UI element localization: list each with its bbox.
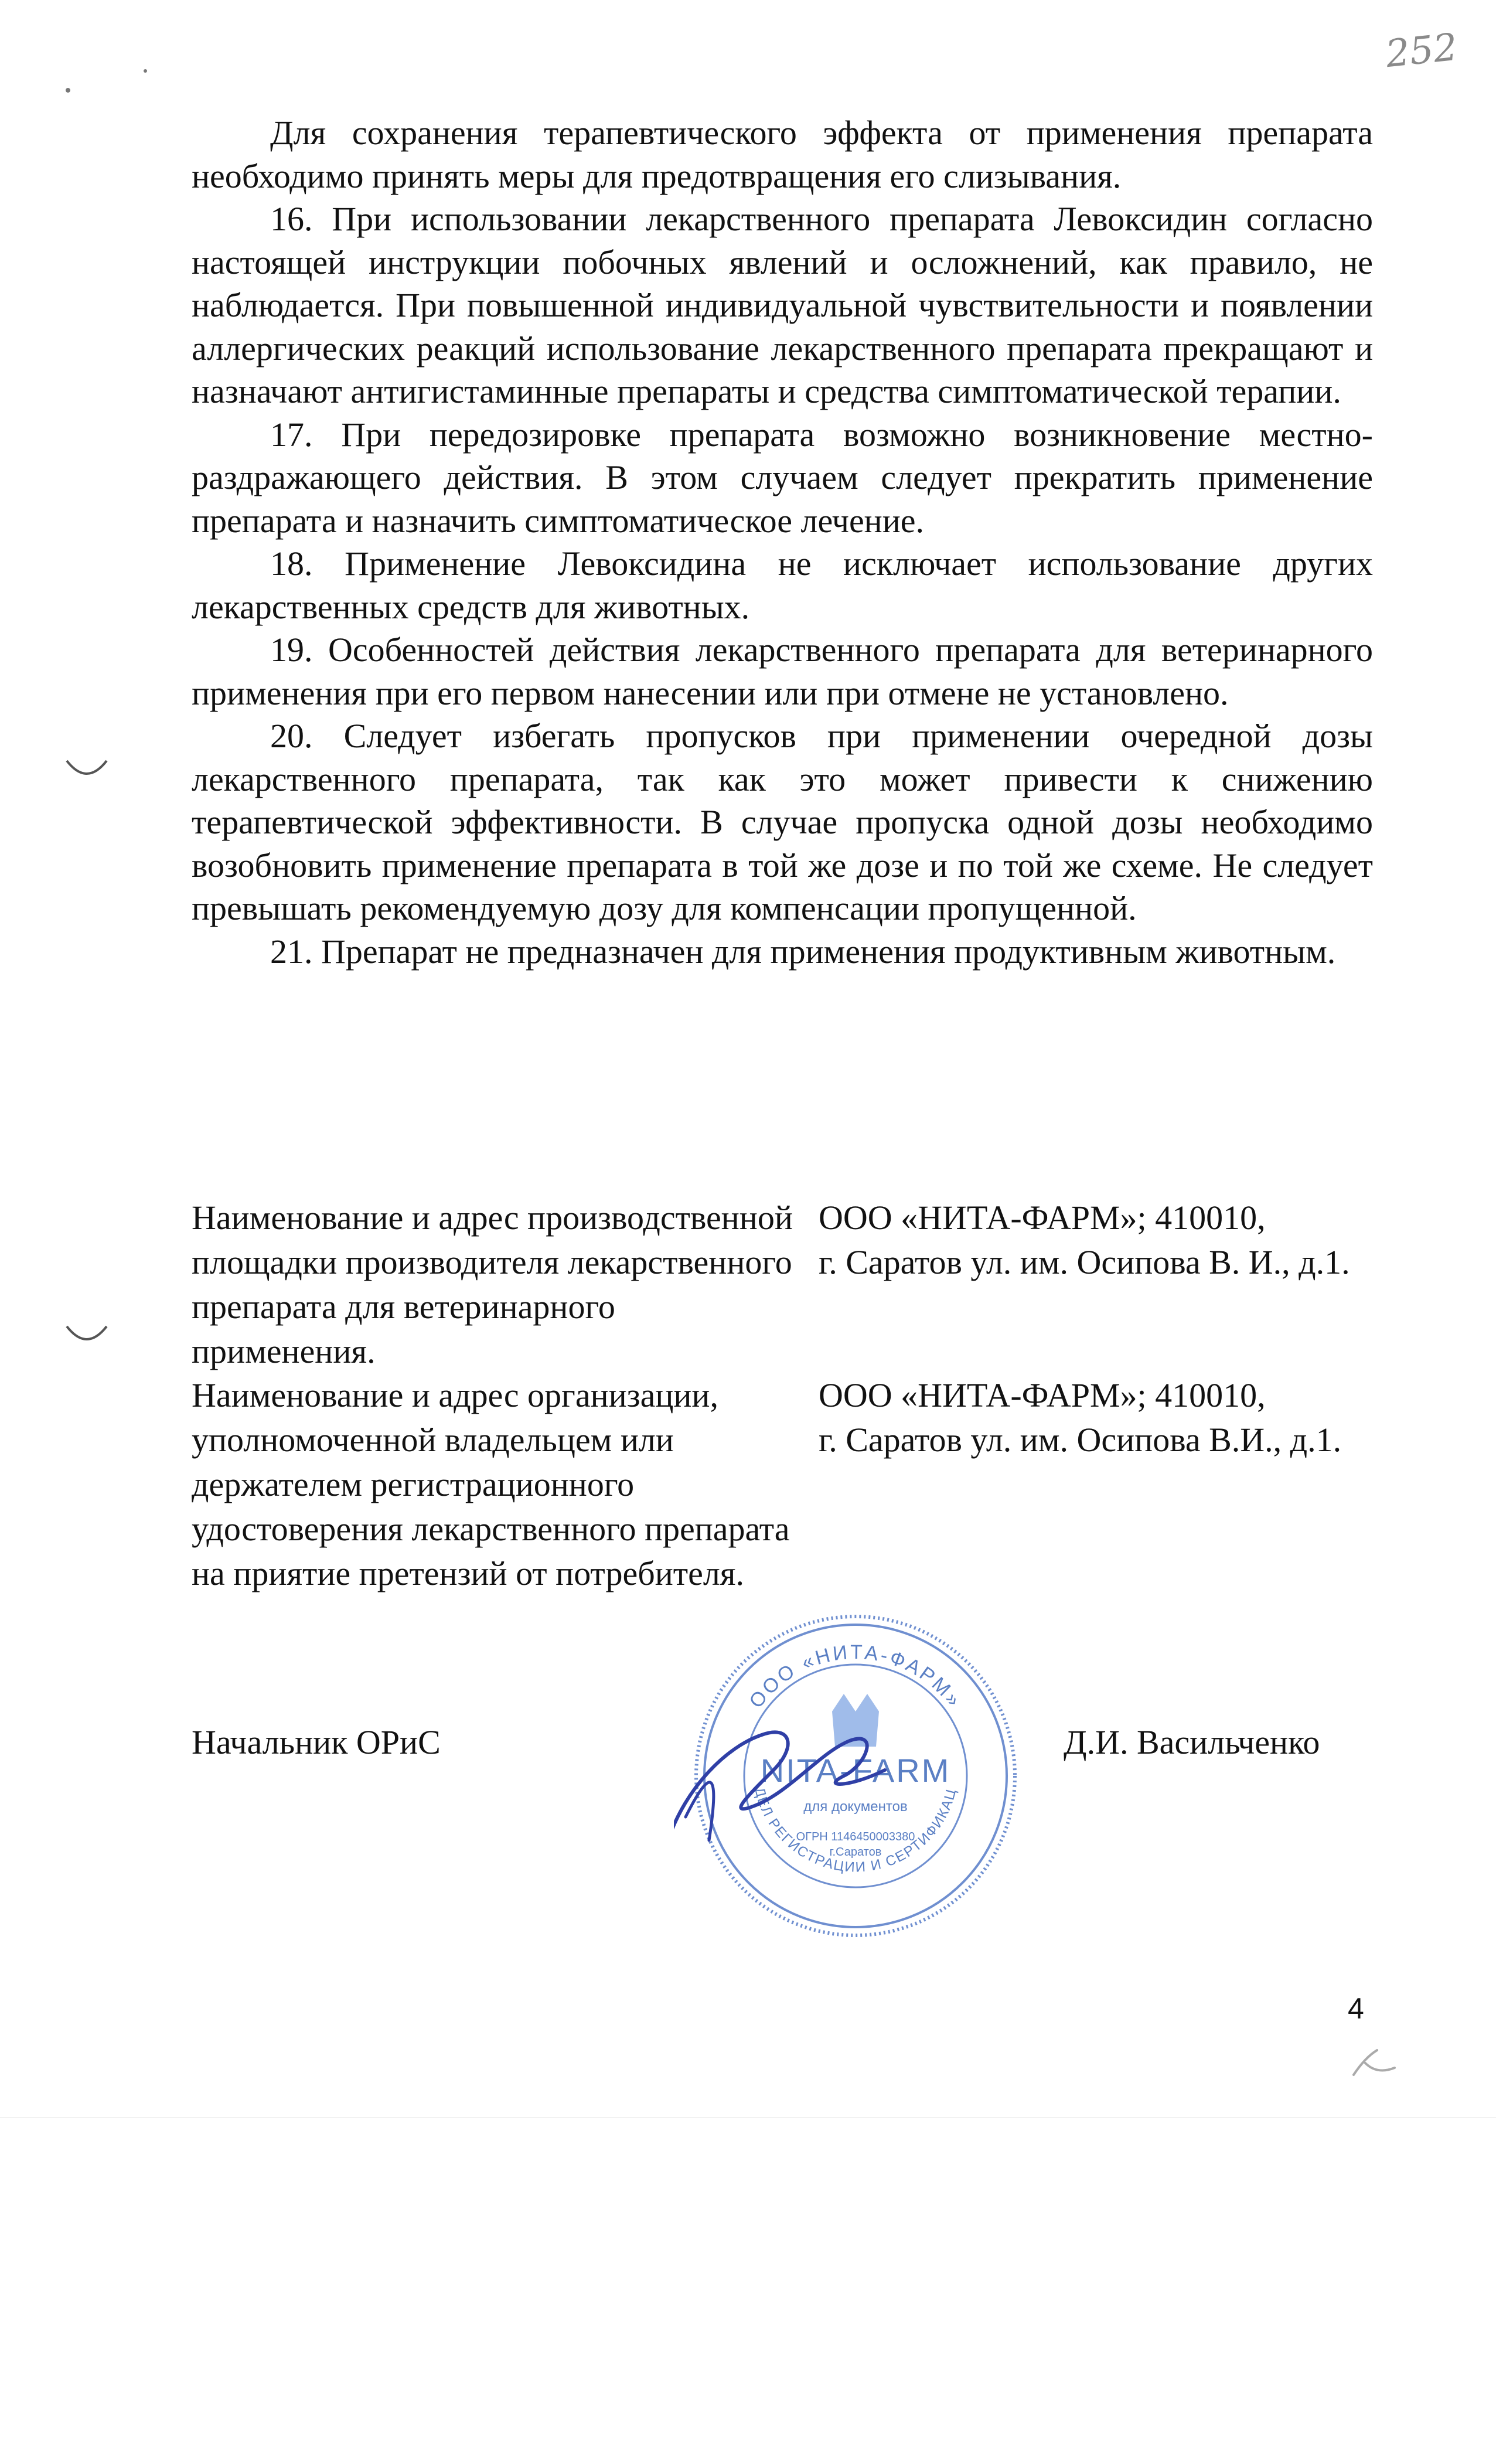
punch-hole-mark (63, 1322, 110, 1351)
page-number: 4 (1348, 1992, 1364, 2025)
manufacturer-address: ООО «НИТА-ФАРМ»; 410010, г. Саратов ул. им. Осипова В. И., д.1. (819, 1199, 1350, 1281)
punch-hole-mark (63, 756, 110, 785)
paragraph: Для сохранения терапевтического эффекта от применения препарата необходимо принять меры для предотвращения его слизывания. (192, 114, 1373, 195)
manufacturer-label: Наименование и адрес производственной площадки производителя лекарственного препарата для ветеринарного применения. (192, 1199, 793, 1370)
handwritten-page-number: 252 (1383, 25, 1460, 77)
signatory-title: Начальник ОРиС (192, 1723, 441, 1761)
claims-organization-address: ООО «НИТА-ФАРМ»; 410010, г. Саратов ул. им. Осипова В.И., д.1. (819, 1376, 1342, 1459)
scan-speck (66, 88, 70, 93)
paragraph: 17. При передозировке препарата возможно возникновение местно-раздражающего действия. В этом случаем следует прекратить применение препарата и назначить симптоматическое лечение. (192, 415, 1373, 540)
paragraph: 20. Следует избегать пропусков при применении очередной дозы лекарственного препарата, так как это может привести к снижению терапевтической эффективности. В случае пропуска одной дозы необходимо возобновить применение препарата в той же дозе и по той же схеме. Не следует превышать рекомендуемую дозу для компенсации пропущенной. (192, 717, 1373, 927)
svg-text:NITA-FARM: NITA-FARM (760, 1752, 951, 1789)
claims-organization-label: Наименование и адрес организации, уполномоченной владельцем или держателем регистрационного удостоверения лекарственного препарата на приятие претензий от потребителя. (192, 1376, 790, 1592)
svg-text:для документов: для документов (803, 1799, 908, 1815)
svg-text:г.Саратов: г.Саратов (829, 1846, 882, 1859)
svg-text:ООО «НИТА-ФАРМ»: ООО «НИТА-ФАРМ» (745, 1641, 966, 1713)
instruction-body (192, 111, 1373, 973)
paragraph: 16. При использовании лекарственного препарата Левоксидин согласно настоящей инструкции побочных явлений и осложнений, как правило, не наблюдается. При повышенной индивидуальной чувствительности и появлении аллергических реакций использование лекарственного препарата прекращают и назначают антигистаминные препараты и средства симптоматической терапии. (192, 200, 1373, 410)
company-seal (674, 1594, 1037, 1958)
paragraph: 21. Препарат не предназначен для применения продуктивным животным. (270, 932, 1336, 971)
scan-edge-line (0, 2117, 1496, 2118)
scan-speck (144, 69, 147, 73)
handwritten-mark (1348, 2040, 1400, 2087)
paragraph: 18. Применение Левоксидина не исключает использование других лекарственных средств для животных. (192, 544, 1373, 626)
paragraph: 19. Особенностей действия лекарственного препарата для ветеринарного применения при его первом нанесении или при отмене не установлено. (192, 631, 1373, 712)
svg-text:ОТДЕЛ РЕГИСТРАЦИИ И СЕРТИФИКАЦ: ДЕЛ РЕГИСТРАЦИИ И СЕРТИФИКАЦ (751, 1785, 960, 1876)
signatory-name: Д.И. Васильченко (1064, 1723, 1320, 1761)
svg-text:ОГРН 1146450003380: ОГРН 1146450003380 (796, 1830, 915, 1843)
